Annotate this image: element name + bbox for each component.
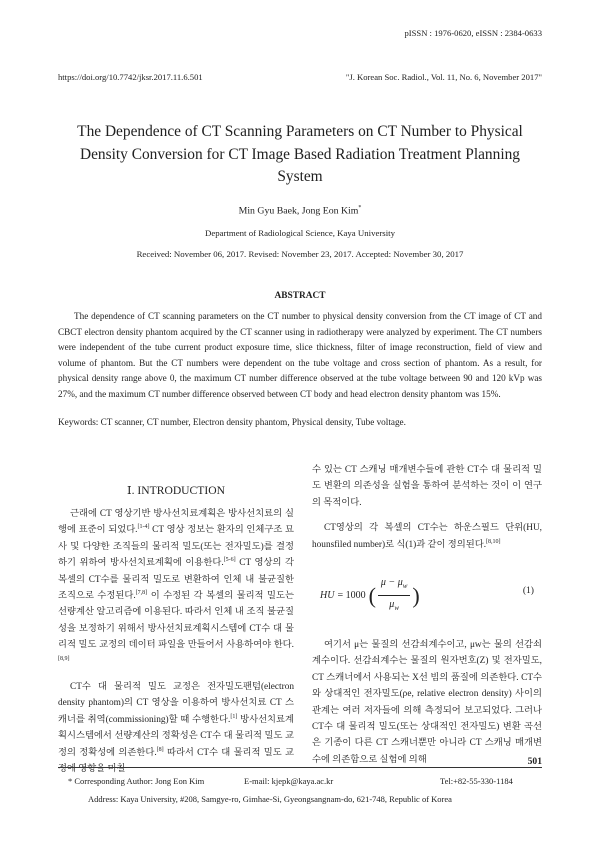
- equation-fraction: [378, 575, 410, 617]
- author-names: Min Gyu Baek, Jong Eon Kim: [238, 205, 359, 217]
- author-tel: Tel:+82-55-330-1184: [440, 776, 513, 786]
- intro-paragraph-3: 수 있는 CT 스캐닝 매개변수들에 관한 CT수 대 물리적 밀도 변환의 의존성을 실험을 통하여 분석하는 것이 이 연구의 목적이다.: [312, 465, 542, 508]
- citation: [1-4]: [137, 524, 150, 531]
- intro-paragraph-2: CT수 대 물리적 밀도 교정은 전자밀도팬텀(electron density phantom)의 CT 영상을 이용하여 방사선치료 CT 스캐너를 취역(commissioning)할 때 수행한다.[1] 방사선치료계획시스템에서 선량계산의 정확성은 CT수 대 물리적 밀도 교정의 정확성에 의존한다.[8] 따라서 CT수 대 물리적 밀도 교정에 영향을 미칠: [58, 682, 294, 775]
- right-paren: ): [412, 582, 420, 608]
- citation: [5-6]: [223, 557, 236, 564]
- fraction-numerator: $\mu - \mu_w$: [378, 575, 410, 596]
- affiliation: Department of Radiological Science, Kaya University: [204, 228, 396, 238]
- abstract-heading: ABSTRACT: [274, 291, 326, 301]
- citation: [8]: [156, 746, 164, 753]
- fraction-denominator: $\mu_w$: [389, 599, 399, 613]
- equation-lhs: HU: [320, 589, 335, 601]
- issn-line: pISSN : 1976-0620, eISSN : 2384-0633: [404, 28, 542, 38]
- footer-contact: [68, 776, 542, 786]
- left-column: [58, 482, 294, 778]
- header-line: [58, 72, 542, 82]
- journal-citation: "J. Korean Soc. Radiol., Vol. 11, No. 6, November 2017": [345, 72, 542, 82]
- equation-1: [312, 563, 542, 625]
- intro-paragraph-1: 근래에 CT 영상기반 방사선치료계획은 방사선치료의 실행에 표준이 되었다.[1-4] CT 영상 정보는 환자의 인체구조 묘사 및 다양한 조직들의 물리적 밀도(또는 전자밀도)를 결정하기 위하여 방사선치료계획에 이용한다.[5-6] CT 영상의 각 복셀의 CT수를 물리적 밀도로 변환하여 인체 내 불균질한 조직으로 수정된다.[7,8] 이 수정된 각 복셀의 물리적 밀도는 선량계산 알고리즘에 이용된다. 따라서 인체 내 조직 불균질성을 보정하기 위해서 방사선치료계획시스템에 CT수 대 물리적 밀도 교정의 데이터 파일을 만들어서 사용하여야 한다.[8,9]: [58, 509, 294, 662]
- author-address: Address: Kaya University, #208, Samgye-ro, Gimhae-Si, Gyeongsangnam-do, 621-748, Republic of Korea: [88, 794, 452, 804]
- paper-title: [40, 121, 560, 189]
- author-email[interactable]: E-mail: kjepk@kaya.ac.kr: [244, 776, 334, 786]
- citation: [8,10]: [486, 538, 501, 545]
- equation-number: (1): [522, 585, 534, 597]
- corresponding-mark: *: [358, 205, 362, 211]
- title-line-1: The Dependence of CT Scanning Parameters on CT Number to Physical: [77, 123, 523, 140]
- left-paren: (: [368, 582, 376, 608]
- doi-link[interactable]: https://doi.org/10.7742/jksr.2017.11.6.501: [58, 72, 203, 82]
- citation: [7,8]: [135, 589, 148, 596]
- intro-paragraph-5: 여기서 μ는 물질의 선감쇠계수이고, μw는 물의 선감쇠계수이다. 선감쇠계수는 물질의 원자번호(Z) 및 전자밀도, CT 스캐너에서 사용되는 X선 빔의 품질에 의존한다. CT수와 상대적인 전자밀도(ρe, relative electron density) 사이의 관계는 여러 저자들에 의해 측정되어 보고되었다. 그러나 CT수 대 물리적 밀도(또는 상대적인 전자밀도) 변환 곡선은 기종이 다른 CT 스캐너뿐만 아니라 CT 스캐닝 매개변수에 의존함으로 실험에 의해: [312, 640, 542, 765]
- equation-body: [320, 575, 420, 617]
- citation: [1]: [230, 713, 238, 720]
- citation: [8,9]: [58, 655, 70, 662]
- right-column: [312, 462, 542, 768]
- intro-paragraph-4: CT영상의 각 복셀의 CT수는 하운스필드 단위(HU, hounsfiled number)로 식(1)과 같이 정의된다.[8,10]: [312, 523, 542, 550]
- corresponding-author: * Corresponding Author: Jong Eon Kim: [68, 776, 205, 786]
- footer-divider: [58, 767, 542, 768]
- title-line-2: Density Conversion for CT Image Based Radiation Treatment Planning: [79, 145, 520, 163]
- keywords: Keywords: CT scanner, CT number, Electron density phantom, Physical density, Tube voltage.: [58, 417, 406, 427]
- section-heading-introduction: Ⅰ. INTRODUCTION: [127, 484, 225, 497]
- received-dates: Received: November 06, 2017. Revised: November 23, 2017. Accepted: November 30, 2017: [136, 249, 464, 259]
- equation-coefficient: = 1000: [337, 589, 366, 601]
- abstract-text: The dependence of CT scanning parameters on the CT number to physical density conversion from the CT image of CT and CBCT electron density phantom acquired by the CT scanner using in radiotherapy were analyzed by experiment. The CT numbers were independent of the tube current product exposure time, slice thickness, filter of image reconstruction, field of view and volume of phantom. But the CT numbers were dependent on the tube voltage and cross section of phantom. As a result, for physical density range above 0, the maximum CT number difference observed at the tube voltage between 90 and 120 kVp was 27%, and the maximum CT number difference observed between CT body and head electron density phantom was 15%.: [58, 311, 542, 399]
- title-line-3: System: [277, 168, 323, 185]
- page-number: 501: [527, 756, 542, 767]
- author-list: [0, 205, 600, 216]
